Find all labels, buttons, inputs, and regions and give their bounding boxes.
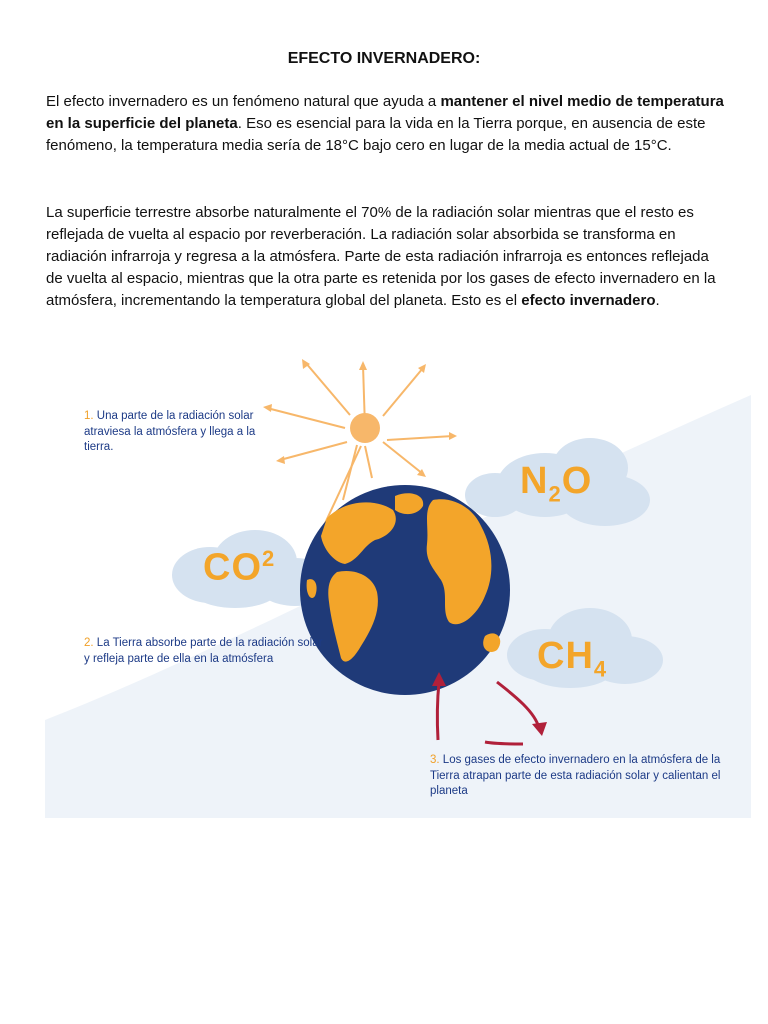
step-1-text bbox=[84, 409, 284, 456]
step-1-description: Una parte de la radiación solar atraviesa la atmósfera y llega a la tierra. bbox=[84, 410, 256, 453]
intro-text-start: El efecto invernadero es un fenómeno natural que ayuda a bbox=[46, 93, 441, 110]
step-3-text bbox=[430, 753, 740, 800]
explanation-paragraph bbox=[46, 202, 726, 312]
intro-bold-text: mantener el nivel medio de temperatura en la superficie del planeta bbox=[46, 93, 724, 132]
step-2-number: 2. bbox=[84, 637, 94, 649]
step-2-description: La Tierra absorbe parte de la radiación solar y refleja parte de ella en la atmósfera bbox=[84, 637, 323, 665]
explanation-bold-text: efecto invernadero bbox=[521, 292, 656, 309]
greenhouse-illustration bbox=[45, 350, 751, 818]
explanation-text-start: La superficie terrestre absorbe naturalmente el 70% de la radiación solar mientras que el resto es reflejada de vuelta al espacio por reverberación. La radiación solar absorbida se transforma en radiación infrarroja y regresa a la atmósfera. Parte de esta radiación infrarroja es entonces reflejada de vuelta al espacio, mientras que la otra parte es retenida por los gases de efecto invernadero en la atmósfera, incrementando la temperatura global del planeta. Esto es el bbox=[46, 204, 716, 309]
step-3-description: Los gases de efecto invernadero en la atmósfera de la Tierra atrapan parte de esta radiación solar y calientan el planeta bbox=[430, 754, 721, 797]
ch4-subscript: 4 bbox=[593, 656, 608, 682]
gas-label-co2 bbox=[203, 546, 275, 590]
co2-base: CO bbox=[203, 546, 262, 589]
co2-superscript: 2 bbox=[262, 546, 276, 571]
n2o-subscript: 2 bbox=[548, 481, 562, 507]
gas-label-n2o bbox=[520, 460, 592, 508]
step-2-text bbox=[84, 636, 324, 667]
step-1-number: 1. bbox=[84, 410, 94, 422]
ch4-base: CH bbox=[537, 635, 594, 677]
sun-icon bbox=[350, 413, 380, 443]
n2o-tail: O bbox=[561, 460, 593, 502]
earth-globe bbox=[300, 485, 510, 695]
n2o-base: N bbox=[520, 460, 549, 502]
explanation-text-end: . bbox=[655, 292, 660, 309]
step-3-number: 3. bbox=[430, 754, 440, 766]
page-title: EFECTO INVERNADERO: bbox=[287, 50, 481, 67]
intro-paragraph bbox=[46, 91, 726, 157]
intro-text-end: . Eso es esencial para la vida en la Tierra porque, en ausencia de este fenómeno, la temperatura media sería de 18°C bajo cero en lugar de la media actual de 15°C. bbox=[46, 115, 706, 154]
gas-label-ch4 bbox=[537, 635, 607, 683]
